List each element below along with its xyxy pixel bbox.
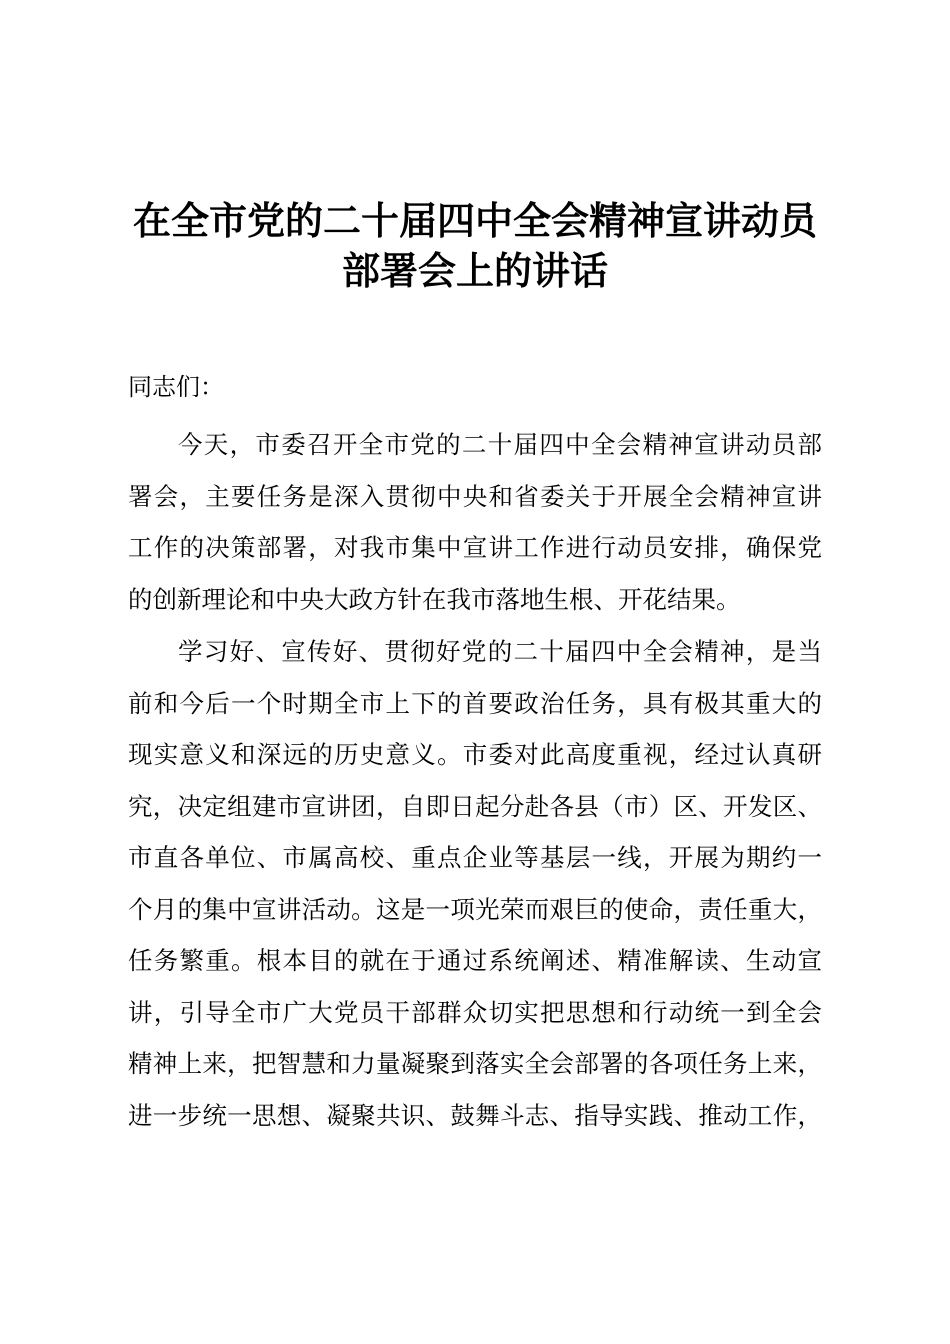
- paragraph-line: 学习好、宣传好、贯彻好党的二十届四中全会精神，是当: [178, 637, 822, 666]
- paragraph-line: 今天，市委召开全市党的二十届四中全会精神宣讲动员部: [178, 430, 822, 459]
- paragraph-line: 究，决定组建市宣讲团，自即日起分赴各县（市）区、开发区、: [128, 791, 822, 821]
- paragraph-line: 现实意义和深远的历史意义。市委对此高度重视，经过认真研: [128, 740, 822, 769]
- paragraph-line: 市直各单位、市属高校、重点企业等基层一线，开展为期约一: [128, 843, 822, 872]
- paragraph-line: 个月的集中宣讲活动。这是一项光荣而艰巨的使命，责任重大，: [128, 894, 822, 924]
- document-title: [0, 196, 950, 296]
- paragraph-line: 的创新理论和中央大政方针在我市落地生根、开花结果。: [128, 584, 741, 614]
- paragraph-line: 进一步统一思想、凝聚共识、鼓舞斗志、指导实践、推动工作，: [128, 1100, 822, 1130]
- title-line: 部署会上的讲话: [341, 249, 608, 293]
- paragraph-line: 任务繁重。根本目的就在于通过系统阐述、精准解读、生动宣: [128, 946, 822, 975]
- paragraph-line: 前和今后一个时期全市上下的首要政治任务，具有极其重大的: [128, 688, 822, 718]
- salutation: 同志们：: [128, 373, 224, 401]
- paragraph-line: 工作的决策部署，对我市集中宣讲工作进行动员安排，确保党: [128, 533, 822, 562]
- paragraph: [128, 430, 822, 636]
- title-line: 在全市党的二十届四中全会精神宣讲动员: [132, 199, 817, 243]
- paragraph-line: 署会，主要任务是深入贯彻中央和省委关于开展全会精神宣讲: [128, 481, 822, 511]
- paragraph-line: 讲，引导全市广大党员干部群众切实把思想和行动统一到全会: [128, 997, 822, 1027]
- paragraph: [128, 637, 822, 1152]
- paragraph-line: 精神上来，把智慧和力量凝聚到落实全会部署的各项任务上来，: [128, 1049, 822, 1078]
